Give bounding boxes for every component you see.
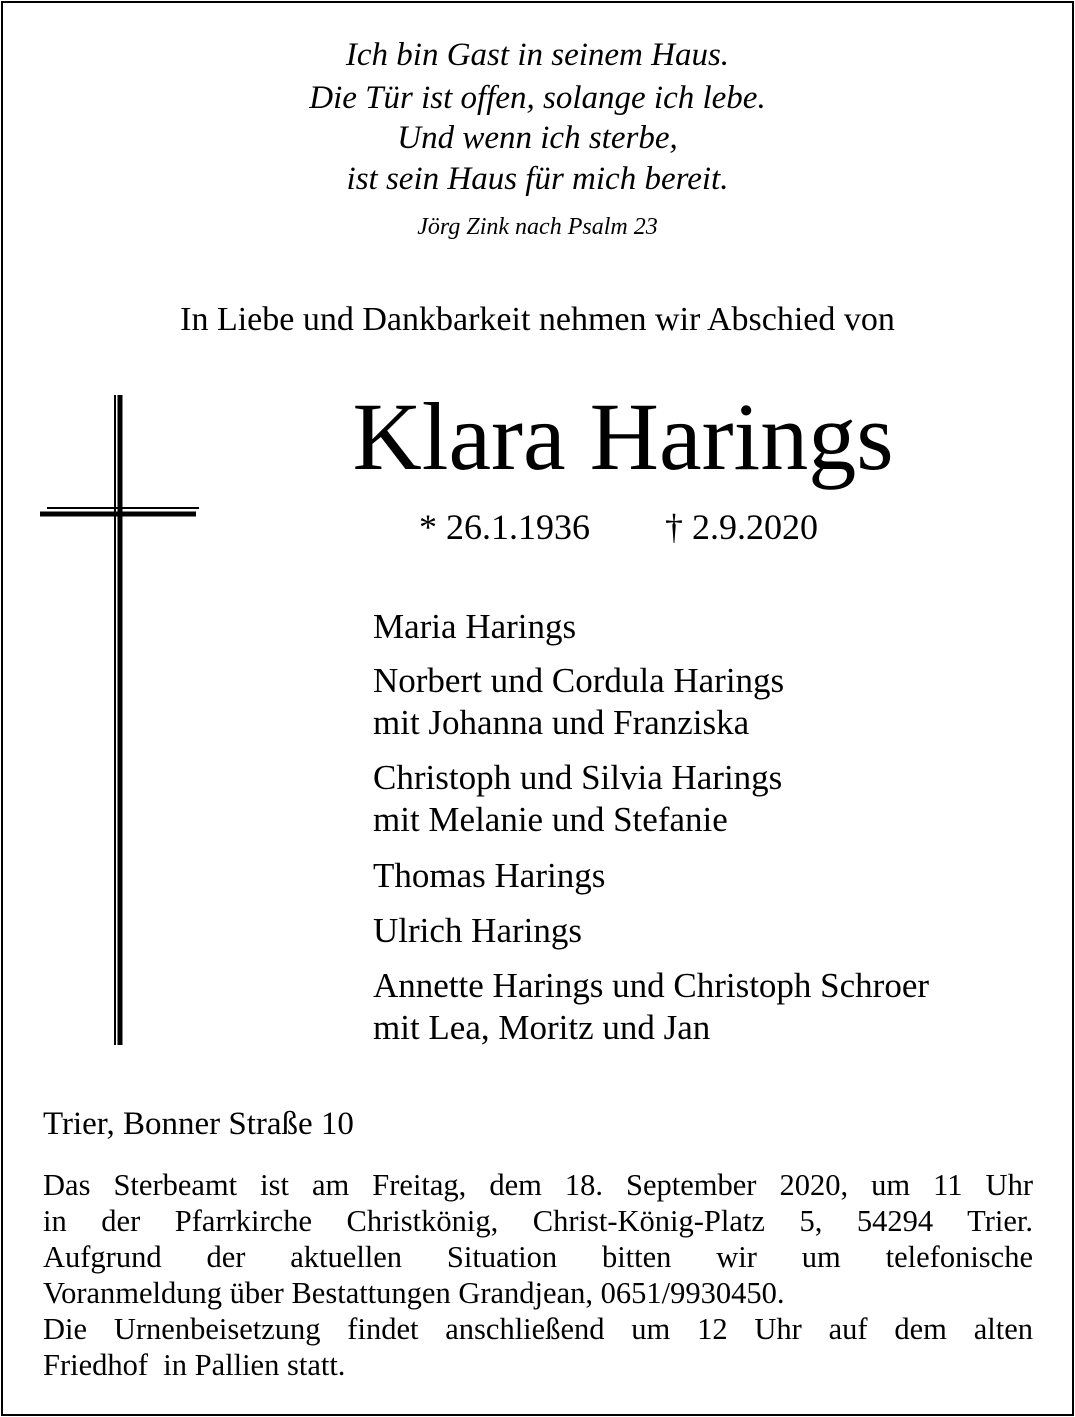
mourner-line: Maria Harings [373,607,577,646]
birth-date: * 26.1.1936 [419,507,590,547]
mourner-line: Thomas Harings [373,856,606,895]
mourner-line: Annette Harings und Christoph Schroer [373,966,930,1005]
poem-line-1: Ich bin Gast in seinem Haus. [345,37,730,73]
poem-line-3: Und wenn ich sterbe, [397,120,678,156]
mourner-line: Norbert und Cordula Harings [373,661,785,700]
poem-line-4: ist sein Haus für mich bereit. [346,161,729,197]
address: Trier, Bonner Straße 10 [43,1106,354,1142]
mourner-line: Ulrich Harings [373,911,582,950]
service-notice [43,1167,1033,1383]
notice-line: Aufgrund der aktuellen Situation bitten wir um telefonische [43,1240,1033,1274]
notice-line: in der Pfarrkirche Christkönig, Christ-König-Platz 5, 54294 Trier. [43,1204,1033,1238]
mourner-line: Christoph und Silvia Harings [373,758,783,797]
death-date: † 2.9.2020 [665,507,818,547]
poem-line-2: Die Tür ist offen, solange ich lebe. [309,80,766,116]
notice-line: Die Urnenbeisetzung findet anschließend um 12 Uhr auf dem alten [43,1312,1033,1346]
notice-line: Friedhof in Pallien statt. [43,1348,346,1382]
deceased-name: Klara Harings [352,383,894,490]
mourner-line: mit Melanie und Stefanie [373,800,728,839]
farewell-intro: In Liebe und Dankbarkeit nehmen wir Abschied von [180,301,895,338]
mourner-line: mit Lea, Moritz und Jan [373,1008,711,1047]
mourner-line: mit Johanna und Franziska [373,703,750,742]
obituary-notice [1,1,1074,1416]
poem-source: Jörg Zink nach Psalm 23 [417,214,658,240]
notice-line: Voranmeldung über Bestattungen Grandjean, 0651/9930450. [43,1276,785,1310]
notice-line: Das Sterbeamt ist am Freitag, dem 18. September 2020, um 11 Uhr [43,1168,1033,1202]
